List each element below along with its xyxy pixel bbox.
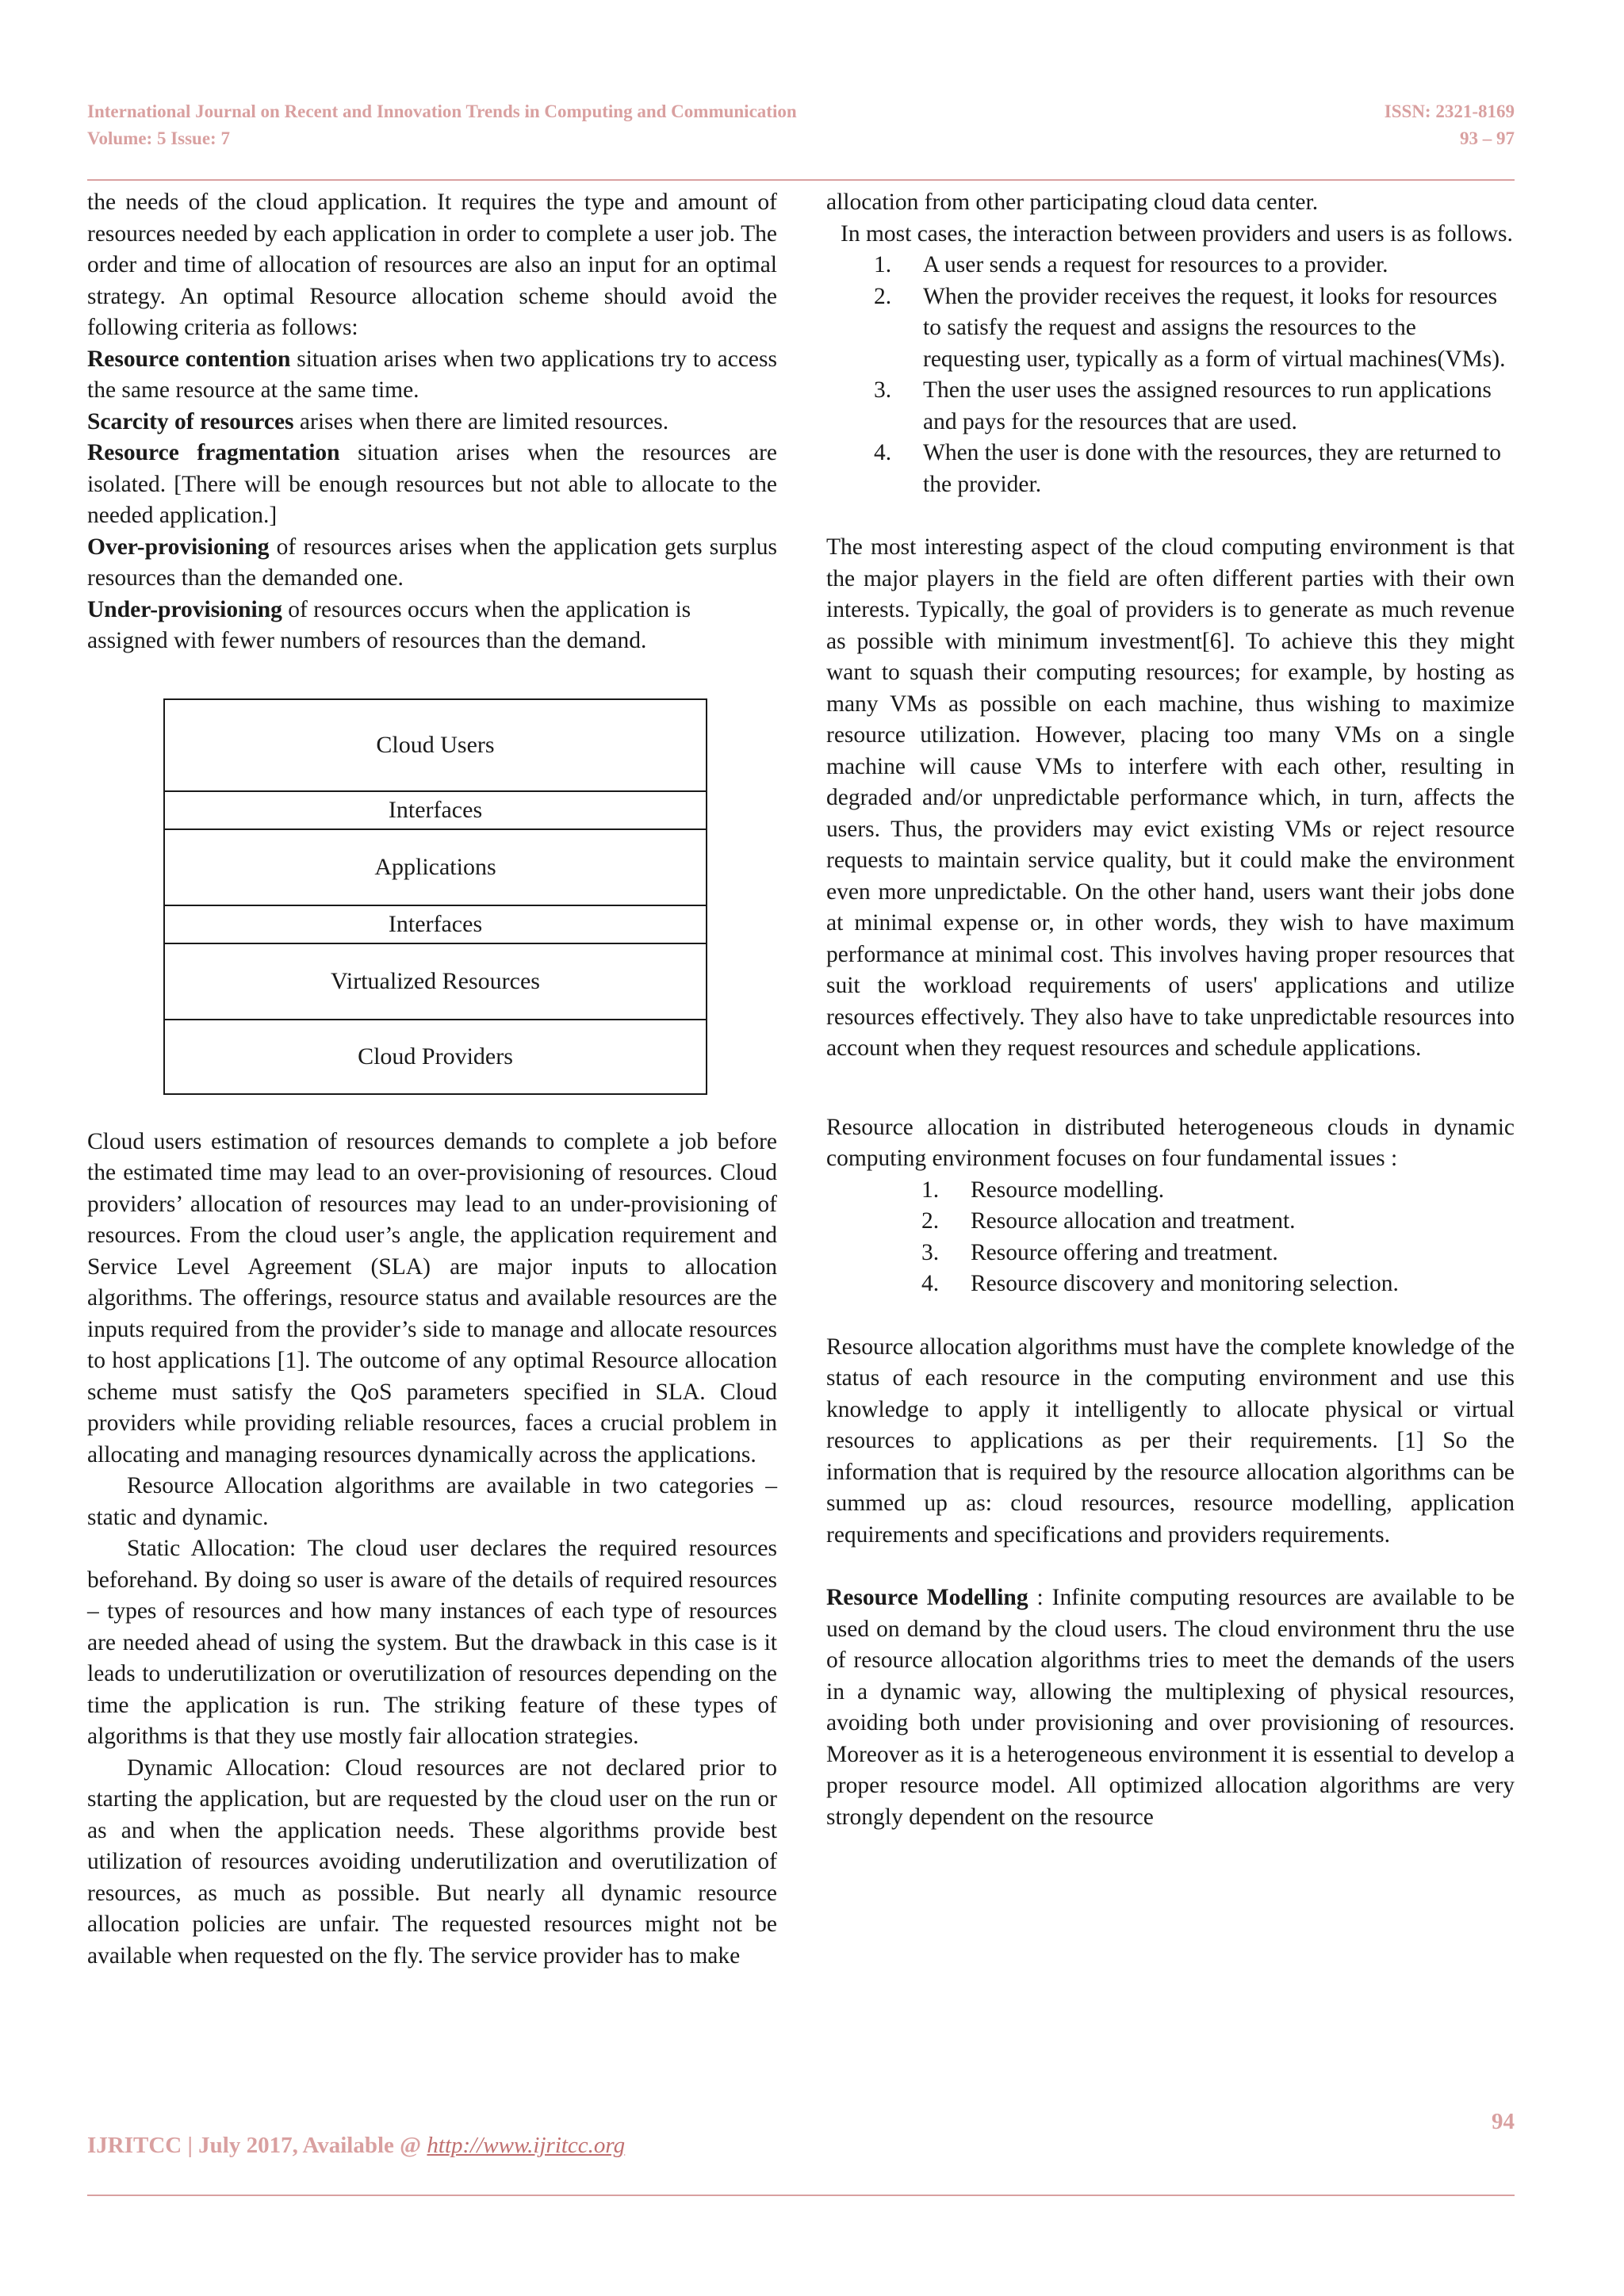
criterion-term: Under-provisioning xyxy=(87,596,282,622)
paragraph: Resource allocation algorithms must have the complete knowledge of the status of each resource in the computing environment and use this knowledge to apply it intelligently to allocate physical or virtual resources to applications as per their requirements. [1] So the information that is required by the resource allocation algorithms can be summed up as: cloud resources, resource modelling, application requirements and specifications and providers requirements. xyxy=(826,1334,1515,1548)
paragraph: In most cases, the interaction between providers and users is as follows. xyxy=(841,220,1513,247)
right-column xyxy=(826,187,1515,1833)
list-item: 3. Resource offering and treatment. xyxy=(921,1239,1278,1265)
paragraph: Resource allocation in distributed heterogeneous clouds in dynamic computing environment focuses on four fundamental issues : xyxy=(826,1114,1515,1171)
criterion: Resource fragmentation situation arises when the resources are isolated. [There will be enough resources but not able to allocate to the needed application.] xyxy=(87,440,777,528)
journal-volume: Volume: 5 Issue: 7 xyxy=(87,128,230,148)
journal-title: International Journal on Recent and Innovation Trends in Computing and Communication xyxy=(87,101,797,121)
criterion: Resource contention situation arises when two applications try to access the same resource at the same time. xyxy=(87,346,777,403)
paragraph: Static Allocation: The cloud user declares the required resources beforehand. By doing so user is aware of the details of required resources – types of resources and how many instances of each type of resources are needed ahead of using the system. But the drawback in this case is it leads to underutilization or overutilization of resources depending on the time the application is run. The striking feature of these types of algorithms is that they use mostly fair allocation strategies. xyxy=(87,1536,777,1749)
criterion: Under-provisioning of resources occurs when the application is assigned with fewer numbers of resources than the demand. xyxy=(87,596,691,653)
paragraph: the needs of the cloud application. It requires the type and amount of resources needed by each application in order to complete a user job. The order and time of allocation of resources are also an input for an optimal strategy. An optimal Resource allocation scheme should avoid the following criteria as follows: xyxy=(87,189,777,340)
paragraph: Resource Allocation algorithms are available in two categories – static and dynamic. xyxy=(87,1473,777,1530)
layer-applications: Applications xyxy=(165,828,706,905)
paragraph: allocation from other participating cloud data center. xyxy=(826,189,1319,215)
list-item: 1. A user sends a request for resources to a provider. xyxy=(874,252,1388,277)
footer-text: IJRITCC | July 2017, Available @ http://www.ijritcc.org xyxy=(87,2133,626,2158)
layer-interfaces-upper: Interfaces xyxy=(165,790,706,828)
list-item: 4. Resource discovery and monitoring selection. xyxy=(921,1271,1399,1296)
page-number: 94 xyxy=(1492,2109,1515,2134)
section-term: Resource Modelling xyxy=(826,1585,1028,1610)
paragraph: Cloud users estimation of resources demands to complete a job before the estimated time may lead to an over-provisioning of resources. Cloud providers’ allocation of resources may lead to an under-provisioning of resources. From the cloud user’s angle, the application requirement and Service Level Agreement (SLA) are major inputs to allocation algorithms. The offerings, resource status and available resources are the inputs required from the provider’s side to manage and allocate resources to host applications [1]. The outcome of any optimal Resource allocation scheme must satisfy the QoS parameters specified in SLA. Cloud providers while providing reliable resources, faces a crucial problem in allocating and managing resources dynamically across the applications. xyxy=(87,1128,777,1468)
list-item: 4. When the user is done with the resources, they are returned to the provider. xyxy=(874,440,1502,497)
page-footer xyxy=(87,2109,1515,2180)
paragraph: Resource Modelling : Infinite computing resources are available to be used on demand by the cloud users. The cloud environment thru the use of resource allocation algorithms tries to meet the demands of the users in a dynamic way, allowing the multiplexing of physical resources, avoiding both under provisioning and over provisioning of resources. Moreover as it is a heterogeneous environment it is essential to develop a proper resource model. All optimized allocation algorithms are very strongly dependent on the resource xyxy=(826,1585,1515,1830)
list-item: 2. When the provider receives the request, it looks for resources to satisfy the request and assigns the resources to the requesting user, typically as a form of virtual machines(VMs). xyxy=(874,283,1506,372)
interaction-steps-list xyxy=(874,250,1515,500)
layer-interfaces-lower: Interfaces xyxy=(165,905,706,943)
criterion-term: Resource contention xyxy=(87,346,291,372)
page-range: 93 – 97 xyxy=(1460,128,1515,148)
paragraph: The most interesting aspect of the cloud computing environment is that the major players in the field are often different parties with their own interests. Typically, the goal of providers is to generate as much revenue as possible with minimum investment[6]. To achieve this they might want to squash their computing resources; for example, by hosting as many VMs as possible on each machine, thus wishing to maximize resource utilization. However, placing too many VMs on a single machine will cause VMs to interfere with each other, resulting in degraded and/or unpredictable performance which, in turn, affects the users. Thus, the providers may evict existing VMs or reject resource requests to maintain service quality, but it could make the environment even more unpredictable. On the other hand, users want their jobs done at minimal expense or, in other words, they wish to have maximum performance at minimal cost. This involves having proper resources that suit the workload requirements of users' applications and utilize resources effectively. They also have to take unpredictable resources into account when they request resources and schedule applications. xyxy=(826,534,1515,1061)
footer-rule xyxy=(87,2195,1515,2196)
left-column xyxy=(87,187,777,1972)
criterion-term: Resource fragmentation xyxy=(87,440,340,465)
list-item: 3. Then the user uses the assigned resources to run applications and pays for the resources that are used. xyxy=(874,377,1492,434)
page-header xyxy=(87,98,1515,154)
criterion: Over-provisioning of resources arises when the application gets surplus resources than the demanded one. xyxy=(87,534,777,591)
paragraph: Dynamic Allocation: Cloud resources are not declared prior to starting the application, but are requested by the cloud user on the run or as and when the application needs. These algorithms provide best utilization of resources avoiding underutilization and overutilization of resources, as much as possible. But nearly all dynamic resource allocation policies are unfair. The requested resources might not be available when requested on the fly. The service provider has to make xyxy=(87,1755,777,1969)
criterion: Scarcity of resources arises when there are limited resources. xyxy=(87,408,669,434)
criterion-term: Scarcity of resources xyxy=(87,408,294,434)
list-item: 2. Resource allocation and treatment. xyxy=(921,1208,1296,1234)
journal-link[interactable]: http://www.ijritcc.org xyxy=(427,2133,626,2158)
list-item: 1. Resource modelling. xyxy=(921,1177,1165,1203)
fundamental-issues-list xyxy=(921,1175,1515,1300)
journal-issn: ISSN: 2321-8169 xyxy=(1384,101,1515,121)
criterion-term: Over-provisioning xyxy=(87,534,270,560)
cloud-layer-diagram xyxy=(163,698,707,1095)
layer-cloud-users: Cloud Users xyxy=(376,731,495,758)
header-rule xyxy=(87,179,1515,181)
layer-virtualized-resources: Virtualized Resources xyxy=(165,943,706,1019)
layer-cloud-providers: Cloud Providers xyxy=(165,1019,706,1093)
